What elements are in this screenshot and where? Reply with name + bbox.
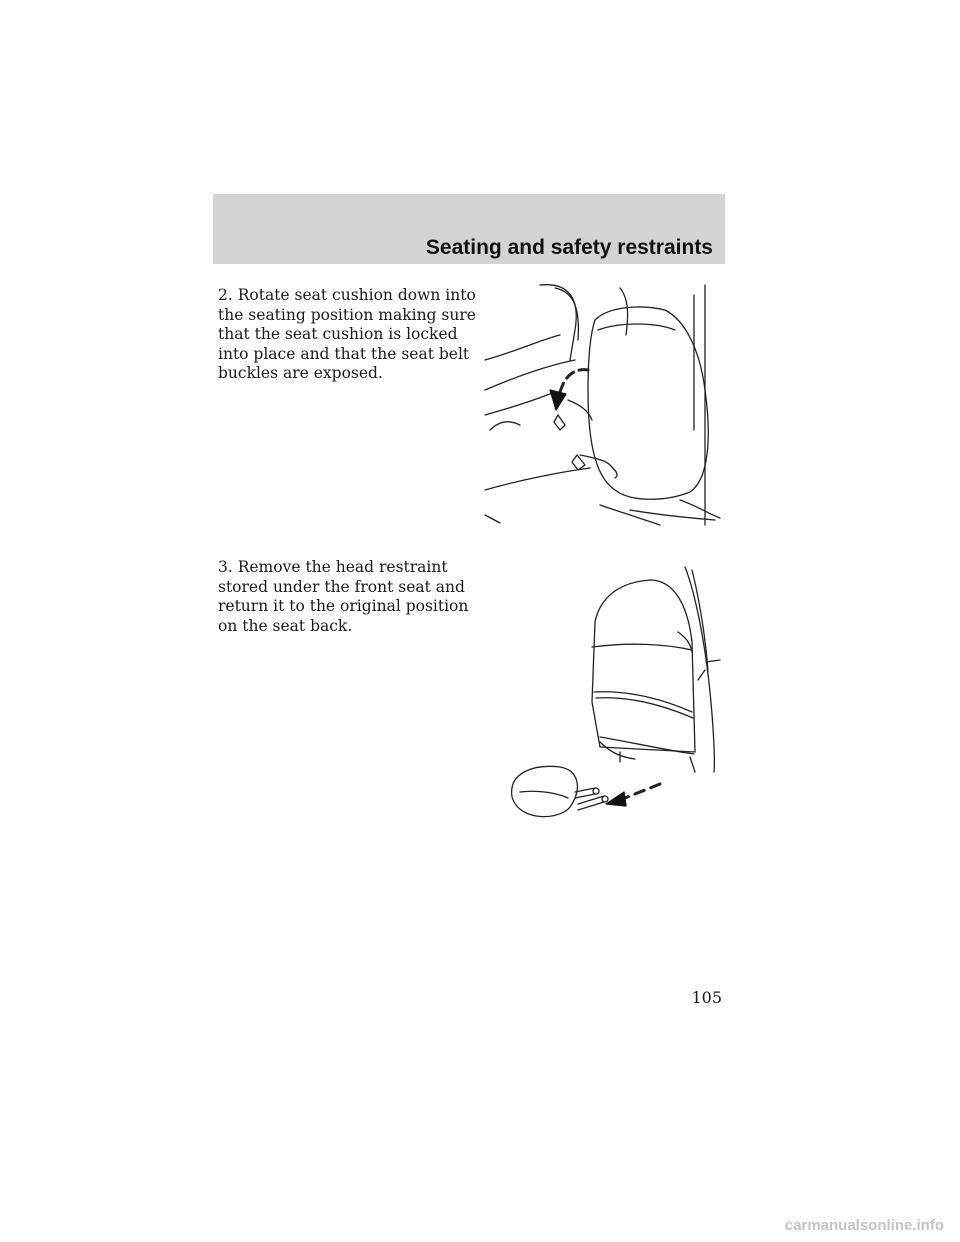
step-2-text: 2. Rotate seat cushion down into the seating position making sure that the seat cushion is locked into place and that the seat belt buckles are exposed. (218, 286, 476, 382)
step-3-text: 3. Remove the head restraint stored under the front seat and return it to the original position on the seat back. (218, 558, 469, 635)
watermark-text: carmanualsonline.info (784, 1217, 944, 1234)
section-title: Seating and safety restraints (425, 236, 713, 259)
section-header-band (213, 194, 725, 264)
head-restraint-install-icon (500, 562, 730, 832)
seat-cushion-rotate-icon (480, 280, 730, 530)
page-number: 105 (691, 988, 722, 1007)
